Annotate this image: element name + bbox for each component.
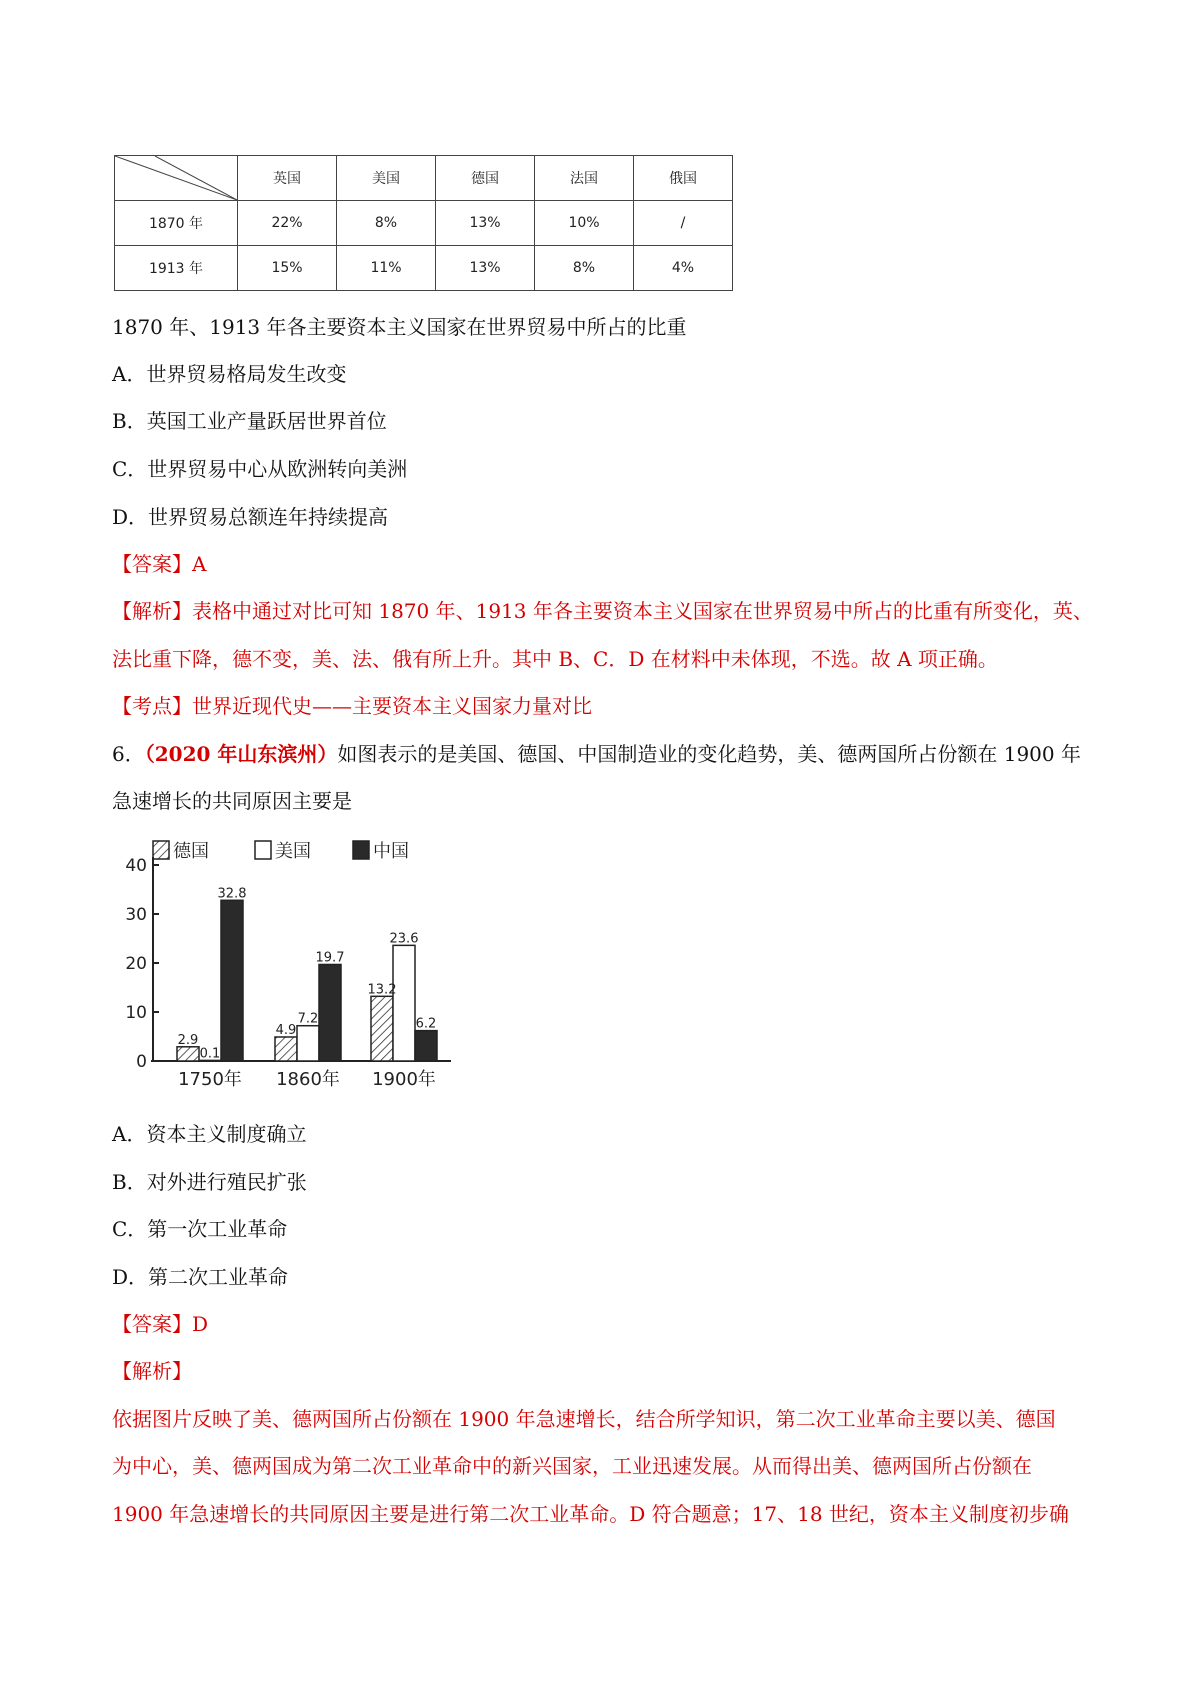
data-label: 23.6 (389, 931, 419, 947)
q5-point-text: 世界近现代史——主要资本主义国家力量对比 (192, 694, 592, 718)
q6-option-c: C．第一次工业革命 (112, 1217, 288, 1241)
table-cell: 11% (337, 246, 436, 291)
q5-knowledge-point (112, 692, 592, 720)
q6-option-a: A．资本主义制度确立 (112, 1122, 307, 1146)
legend-label: 德国 (173, 841, 209, 862)
data-label: 6.2 (415, 1016, 437, 1032)
q6-option-d: D．第二次工业革命 (112, 1265, 289, 1289)
table-header-row (115, 156, 733, 201)
table-row-label: 1913 年 (115, 246, 238, 291)
chart-legend (153, 841, 409, 862)
table-header-cell: 德国 (436, 156, 535, 201)
chart-svg (105, 835, 495, 1095)
trade-share-table (114, 155, 733, 291)
table-cell: / (634, 201, 733, 246)
q6-number: 6． (112, 742, 145, 766)
bar (275, 1037, 297, 1061)
data-label: 0.1 (199, 1046, 221, 1062)
q5-answer: 【答案】A (112, 552, 207, 576)
manufacturing-share-chart (105, 835, 495, 1095)
q5-analysis-label: 【解析】 (112, 599, 192, 623)
legend-label: 中国 (373, 841, 409, 862)
table-header-cell: 法国 (535, 156, 634, 201)
table-header-cell: 美国 (337, 156, 436, 201)
q5-option-d: D．世界贸易总额连年持续提高 (112, 505, 389, 529)
bar (319, 964, 341, 1061)
q6-option-b: B．对外进行殖民扩张 (112, 1170, 307, 1194)
q6-source: （2020 年山东滨州） (144, 742, 338, 766)
table-header-cell: 俄国 (634, 156, 733, 201)
table-cell: 13% (436, 246, 535, 291)
x-tick-label: 1750年 (178, 1069, 242, 1090)
q6-stem-line1 (112, 740, 1081, 768)
q5-option-a: A．世界贸易格局发生改变 (112, 362, 347, 386)
q6-stem-line2: 急速增长的共同原因主要是 (112, 789, 352, 813)
q5-analysis-text: 表格中通过对比可知 1870 年、1913 年各主要资本主义国家在世界贸易中所占的比重有所变化，英、 (192, 599, 1093, 623)
q5-option-c: C．世界贸易中心从欧洲转向美洲 (112, 457, 408, 481)
legend-swatch (353, 841, 369, 859)
bar (177, 1047, 199, 1061)
data-label: 7.2 (297, 1011, 319, 1027)
table-cell: 22% (238, 201, 337, 246)
table-cell: 10% (535, 201, 634, 246)
q6-analysis-line: 依据图片反映了美、德两国所占份额在 1900 年急速增长，结合所学知识，第二次工业革命主要以美、德国 (112, 1407, 1056, 1431)
legend-swatch (153, 841, 169, 859)
data-label: 2.9 (177, 1032, 199, 1048)
table-cell: 13% (436, 201, 535, 246)
q5-point-label: 【考点】 (112, 694, 192, 718)
y-tick-label: 10 (125, 1003, 147, 1023)
legend-label: 美国 (275, 841, 311, 862)
bar (297, 1026, 319, 1061)
chart-bars (177, 900, 437, 1061)
q6-analysis-line: 1900 年急速增长的共同原因主要是进行第二次工业革命。D 符合题意；17、18 世纪，资本主义制度初步确 (112, 1502, 1069, 1526)
bar (371, 996, 393, 1061)
table-cell: 8% (535, 246, 634, 291)
legend-swatch (255, 841, 271, 859)
q6-answer: 【答案】D (112, 1312, 209, 1336)
y-tick-label: 40 (125, 856, 147, 876)
y-tick-label: 30 (125, 905, 147, 925)
table-caption: 1870 年、1913 年各主要资本主义国家在世界贸易中所占的比重 (112, 315, 687, 339)
data-label: 13.2 (367, 982, 397, 998)
y-tick-label: 20 (125, 954, 147, 974)
q5-analysis-line1 (112, 597, 1093, 625)
x-tick-label: 1900年 (372, 1069, 436, 1090)
data-label: 19.7 (315, 950, 345, 966)
q6-analysis-line: 为中心，美、德两国成为第二次工业革命中的新兴国家，工业迅速发展。从而得出美、德两国所占份额在 (112, 1454, 1032, 1478)
table-row (115, 201, 733, 246)
table-cell: 4% (634, 246, 733, 291)
corner-diagonal-lines (115, 156, 237, 200)
table-cell: 8% (337, 201, 436, 246)
x-tick-label: 1860年 (276, 1069, 340, 1090)
bar (393, 945, 415, 1061)
y-tick-label: 0 (136, 1052, 147, 1072)
table-header-cell: 英国 (238, 156, 337, 201)
q5-analysis-line2: 法比重下降，德不变，美、法、俄有所上升。其中 B、C．D 在材料中未体现，不选。故 A 项正确。 (112, 647, 998, 671)
q6-analysis-label: 【解析】 (112, 1359, 192, 1383)
table-cell: 15% (238, 246, 337, 291)
bar (415, 1031, 437, 1061)
data-label: 32.8 (217, 886, 247, 902)
bar (221, 900, 243, 1061)
table-row-label: 1870 年 (115, 201, 238, 246)
table-corner-cell (115, 156, 238, 201)
data-label: 4.9 (275, 1022, 297, 1038)
table-row (115, 246, 733, 291)
q6-stem-text: 如图表示的是美国、德国、中国制造业的变化趋势，美、德两国所占份额在 1900 年 (337, 742, 1081, 766)
q5-option-b: B．英国工业产量跃居世界首位 (112, 409, 387, 433)
